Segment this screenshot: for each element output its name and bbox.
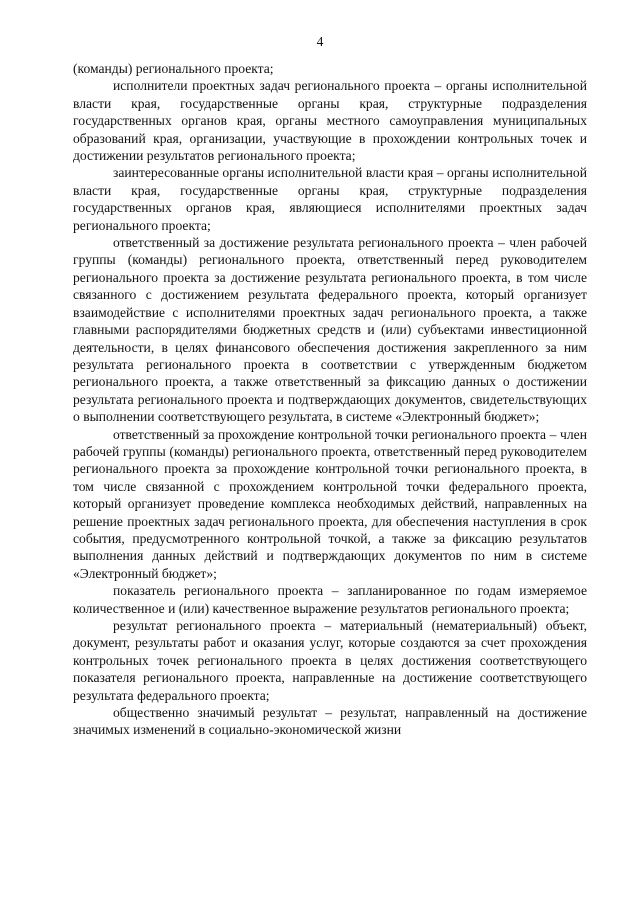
paragraph-result-responsible: ответственный за достижение результата регионального проекта – член рабочей группы (команды) регионального проекта, ответственный перед руководителем регионального проекта за достижение результата регионального проекта, в том числе связанного с достижением результата федерального проекта, который организует взаимодействие с исполнителями проектных задач регионального проекта, а также главными распорядителями бюджетных средств и (или) субъектами инвестиционной деятельности, в целях финансового обеспечения достижения закрепленного за ним результата регионального проекта в соответствии с утвержденным бюджетом регионального проекта, а также ответственный за фиксацию данных о достижении результата регионального проекта и подтверждающих документов, свидетельствующих о выполнении соответствующего результата, в системе «Электронный бюджет»;: [73, 235, 587, 425]
paragraph-checkpoint-responsible: ответственный за прохождение контрольной точки регионального проекта – член рабочей группы (команды) регионального проекта, ответственный перед руководителем регионального проекта за прохождение контрольной точки регионального проекта, в том числе связанной с прохождением контрольной точки федерального проекта, который организует проведение комплекса необходимых действий, направленных на решение проектных задач регионального проекта, для обеспечения наступления в срок события, предусмотренного контрольной точкой, а также за фиксацию результатов выполнения данных действий и подтверждающих документов по ним в системе «Электронный бюджет»;: [73, 426, 587, 581]
paragraph-project-result: результат регионального проекта – материальный (нематериальный) объект, документ, результаты работ и оказания услуг, которые создаются за счет прохождения контрольных точек регионального проекта в целях достижения соответствующего показателя регионального проекта, направленные на достижение соответствующего результата федерального проекта;: [73, 618, 587, 703]
paragraph-continuation: (команды) регионального проекта;: [73, 61, 274, 76]
body-text: [73, 60, 587, 739]
paragraph-indicator: показатель регионального проекта – запланированное по годам измеряемое количественное и (или) качественное выражение результатов регионального проекта;: [73, 583, 587, 616]
page-number: 4: [316, 34, 324, 49]
paragraph-socially-significant-result: общественно значимый результат – результат, направленный на достижение значимых изменений в социально-экономической жизни: [73, 705, 587, 738]
paragraph-task-executors: исполнители проектных задач регионального проекта – органы исполнительной власти края, государственные органы края, структурные подразделения государственных органов края, органы местного самоуправления муниципальных образований края, организации, участвующие в прохождении контрольных точек и достижении результатов регионального проекта;: [73, 78, 587, 164]
paragraph-interested-bodies: заинтересованные органы исполнительной власти края – органы исполнительной власти края, государственные органы края, структурные подразделения государственных органов края, являющиеся исполнителями проектных задач регионального проекта;: [73, 165, 587, 233]
